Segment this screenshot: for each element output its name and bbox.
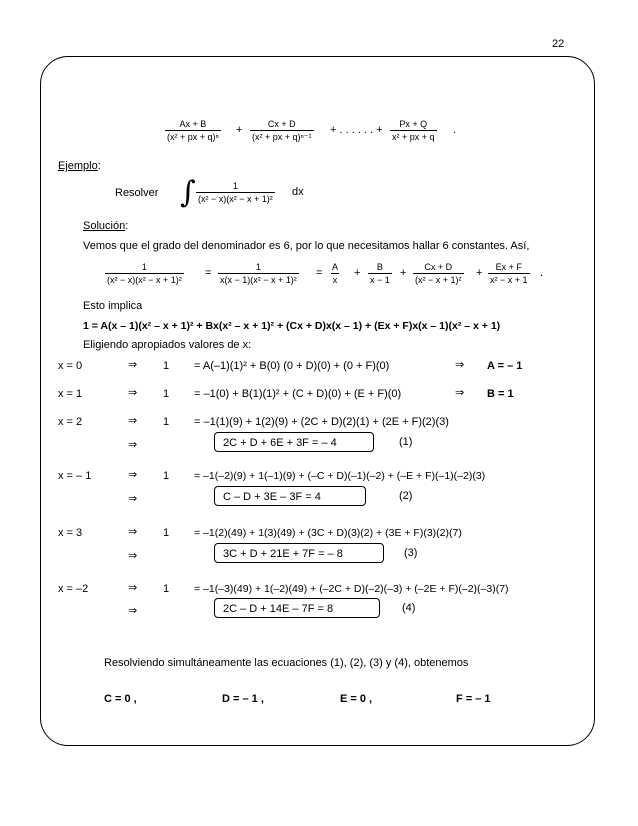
one-value: 1 [163,470,170,482]
lhs-fraction [105,261,184,286]
ejemplo-colon: : [97,160,101,172]
equation-label: (4) [402,602,416,614]
implies-arrow: ⇒ [128,549,138,562]
fraction-numerator: 1 [141,262,147,272]
fraction-numerator: A [332,262,339,272]
eligiendo-text: Eligiendo apropiados valores de x: [83,339,252,351]
implies-arrow: ⇒ [128,604,138,617]
fraction-denominator: (x² − x)(x² − x + 1)² [198,194,273,204]
plus-sign: + [354,267,361,279]
one-value: 1 [163,583,170,595]
result-f: F = – 1 [456,693,491,705]
equals-sign: = [205,267,212,279]
x-value: x = –2 [58,583,89,595]
dx-label: dx [292,186,304,198]
fraction-b [368,261,392,286]
fraction-denominator: (x² − x)(x² − x + 1)² [107,275,182,285]
plus-sign: + [476,267,483,279]
fraction-term-1 [165,118,221,143]
one-value: 1 [163,416,170,428]
identity-equation: 1 = A(x – 1)(x² – x + 1)² + Bx(x² – x + 1)² + (Cx + D)x(x – 1) + (Ex + F)x(x – 1)(x² – x + 1) [83,320,501,332]
fraction-a [330,261,340,286]
ejemplo-heading [58,160,101,172]
fraction-denominator: (x² − x + 1)² [415,275,462,285]
intro-text: Vemos que el grado del denominador es 6, por lo que necesitamos hallar 6 constantes. Así, [83,240,530,252]
x-value: x = – 1 [58,470,92,482]
fraction-denominator: (x² + px + q)ⁿ [167,132,219,142]
substitution: = –1(2)(49) + 1(3)(49) + (3C + D)(3)(2) + (3E + F)(3)(2)(7) [194,527,462,539]
fraction-numerator: Px + Q [399,119,428,129]
implies-arrow: ⇒ [128,468,138,481]
one-value: 1 [163,527,170,539]
solucion-label: Solución [83,220,126,232]
fraction-numerator: Ex + F [495,262,522,272]
period: . [453,124,457,136]
implies-arrow: ⇒ [128,438,138,451]
solucion-heading [83,220,128,232]
one-value: 1 [163,360,170,372]
rhs-fraction [218,261,299,286]
fraction-e [488,261,530,286]
substitution: = –1(–2)(9) + 1(–1)(9) + (–C + D)(–1)(–2) + (–E + F)(–1)(–2)(3) [194,470,486,482]
period: . [540,267,544,279]
equation-label: (3) [404,547,418,559]
implies-arrow: ⇒ [128,581,138,594]
fraction-denominator: x² − x + 1 [490,275,528,285]
implies-arrow: ⇒ [455,358,465,371]
integral-sign: ∫ [180,175,196,210]
fraction-term-2 [250,118,314,143]
implies-arrow: ⇒ [128,358,138,371]
fraction-c [413,261,464,286]
result-value: B = 1 [487,388,514,400]
equation-label: (1) [399,436,413,448]
implies-arrow: ⇒ [128,492,138,505]
x-value: x = 1 [58,388,83,400]
substitution: = A(–1)(1)² + B(0) (0 + D)(0) + (0 + F)(0) [194,360,390,372]
resolver-label: Resolver [115,187,159,199]
result-e: E = 0 , [340,693,373,705]
equation-label: (2) [399,490,413,502]
plus-sign: + [236,124,243,136]
substitution: = –1(–3)(49) + 1(–2)(49) + (–2C + D)(–2)(–3) + (–2E + F)(–2)(–3)(7) [194,583,509,595]
fraction-numerator: 1 [255,262,261,272]
content-frame [40,56,595,746]
boxed-equation: 3C + D + 21E + 7F = – 8 [214,543,384,563]
ejemplo-label: Ejemplo [58,160,98,172]
implies-arrow: ⇒ [128,386,138,399]
boxed-equation: C – D + 3E – 3F = 4 [214,486,366,506]
fraction-denominator: x(x − 1)(x² − x + 1)² [220,275,297,285]
esto-implica-text: Esto implica [83,300,143,312]
fraction-numerator: Cx + D [424,262,453,272]
ellipsis-plus: + . . . . . . + [330,124,383,136]
fraction-term-3 [390,118,437,143]
result-d: D = – 1 , [222,693,264,705]
fraction-denominator: x − 1 [370,275,390,285]
fraction-denominator: (x² + px + q)ⁿ⁻¹ [252,132,312,142]
x-value: x = 3 [58,527,83,539]
page-number: 22 [552,38,565,50]
boxed-equation: 2C + D + 6E + 3F = – 4 [214,432,374,452]
boxed-equation: 2C – D + 14E – 7F = 8 [214,598,380,618]
result-c: C = 0 , [104,693,137,705]
resolviendo-text: Resolviendo simultáneamente las ecuaciones (1), (2), (3) y (4), obtenemos [104,657,469,669]
solucion-colon: : [125,220,129,232]
fraction-numerator: 1 [232,181,238,191]
fraction-numerator: Ax + B [179,119,207,129]
x-value: x = 0 [58,360,83,372]
equals-sign: = [316,267,323,279]
integrand-fraction [196,180,275,205]
substitution: = –1(0) + B(1)(1)² + (C + D)(0) + (E + F)(0) [194,388,402,400]
substitution: = –1(1)(9) + 1(2)(9) + (2C + D)(2)(1) + (2E + F)(2)(3) [194,416,449,428]
fraction-numerator: Cx + D [267,119,296,129]
plus-sign: + [400,267,407,279]
fraction-denominator: x² + px + q [392,132,435,142]
result-value: A = – 1 [487,360,523,372]
fraction-numerator: B [376,262,383,272]
implies-arrow: ⇒ [128,525,138,538]
implies-arrow: ⇒ [128,414,138,427]
one-value: 1 [163,388,170,400]
x-value: x = 2 [58,416,83,428]
implies-arrow: ⇒ [455,386,465,399]
fraction-denominator: x [332,275,338,285]
